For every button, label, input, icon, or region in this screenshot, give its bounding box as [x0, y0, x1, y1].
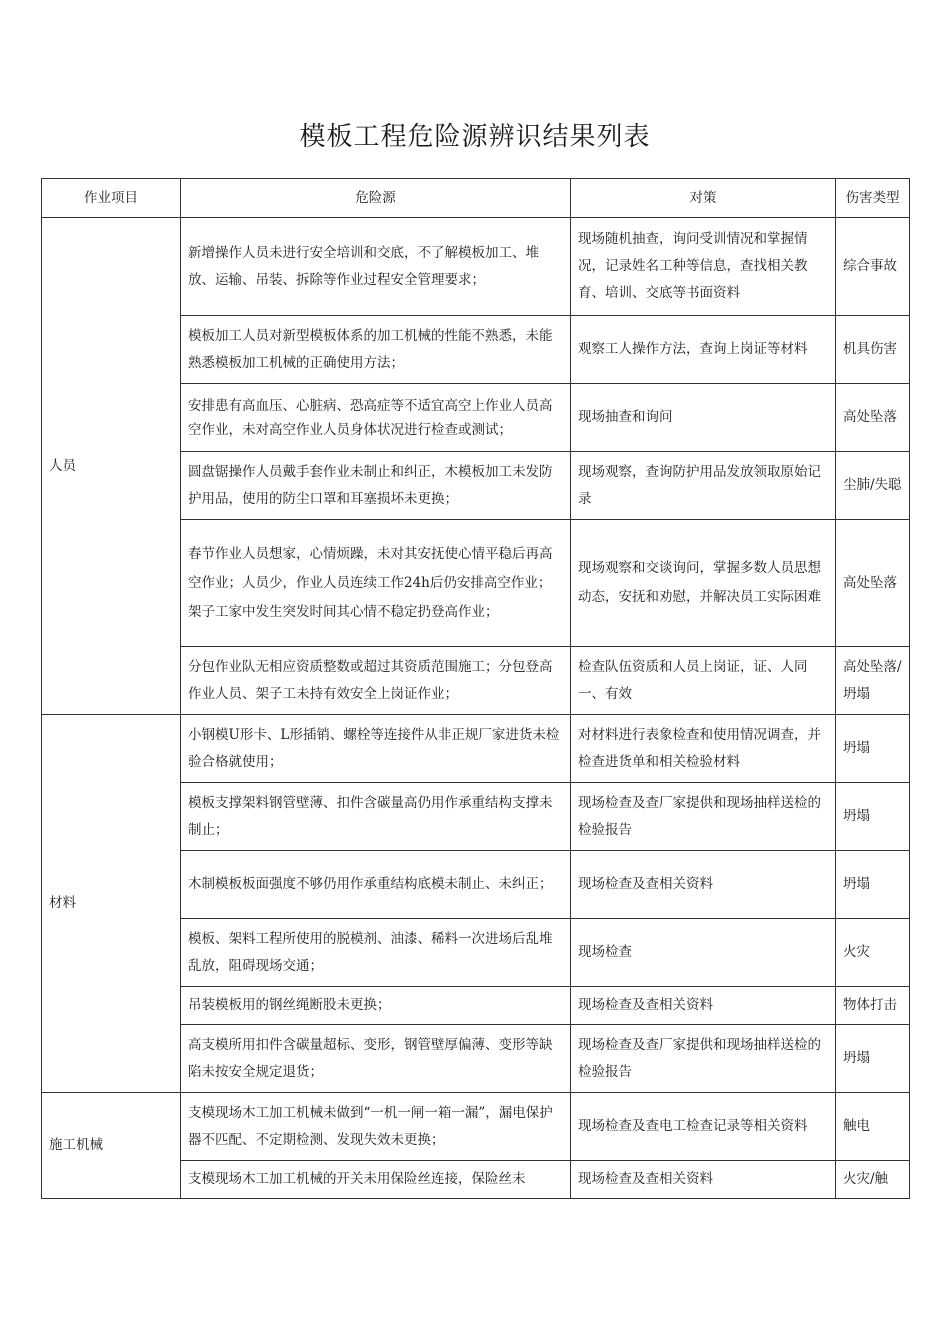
- hazard-table: [41, 178, 910, 1199]
- injury-type-cell: 坍塌: [836, 1025, 910, 1093]
- measure-cell: 现场检查: [571, 919, 836, 987]
- injury-type-cell: 火灾/触: [836, 1161, 910, 1199]
- table-header-row: [42, 179, 910, 218]
- category-cell: 材料: [42, 715, 181, 1093]
- hazard-cell: 高支模所用扣件含碳量超标、变形，钢管壁厚偏薄、变形等缺陷未按安全规定退货；: [181, 1025, 571, 1093]
- category-cell: 施工机械: [42, 1093, 181, 1199]
- hazard-cell: 支模现场木工加工机械的开关未用保险丝连接，保险丝未: [181, 1161, 571, 1199]
- table-row: [42, 1093, 910, 1161]
- injury-type-cell: 高处坠落: [836, 384, 910, 452]
- measure-cell: 现场观察和交谈询问，掌握多数人员思想动态，安抚和劝慰，并解决员工实际困难: [571, 520, 836, 647]
- header-hazard-source: 危险源: [181, 179, 571, 218]
- measure-cell: 现场随机抽查，询问受训情况和掌握情况，记录姓名工种等信息，查找相关教育、培训、交底等书面资料: [571, 218, 836, 316]
- injury-type-cell: 坍塌: [836, 783, 910, 851]
- injury-type-cell: 坍塌: [836, 715, 910, 783]
- hazard-cell: 圆盘锯操作人员戴手套作业未制止和纠正，木模板加工未发防护用品，使用的防尘口罩和耳塞损坏未更换；: [181, 452, 571, 520]
- table-row: [42, 715, 910, 783]
- hazard-cell: 春节作业人员想家，心情烦躁，未对其安抚使心情平稳后再高空作业；人员少，作业人员连续工作24h后仍安排高空作业；架子工家中发生突发时间其心情不稳定扔登高作业；: [181, 520, 571, 647]
- measure-cell: 检查队伍资质和人员上岗证，证、人同一、有效: [571, 647, 836, 715]
- category-cell: 人员: [42, 218, 181, 715]
- injury-type-cell: 高处坠落/坍塌: [836, 647, 910, 715]
- injury-type-cell: 坍塌: [836, 851, 910, 919]
- injury-type-cell: 高处坠落: [836, 520, 910, 647]
- hazard-cell: 模板支撑架料钢管壁薄、扣件含碳量高仍用作承重结构支撑未制止；: [181, 783, 571, 851]
- table-row: [42, 218, 910, 316]
- measure-cell: 现场检查及查相关资料: [571, 851, 836, 919]
- hazard-cell: 木制模板板面强度不够仍用作承重结构底模未制止、未纠正；: [181, 851, 571, 919]
- table-body: [42, 218, 910, 1199]
- measure-cell: 现场抽查和询问: [571, 384, 836, 452]
- measure-cell: 现场检查及查厂家提供和现场抽样送检的检验报告: [571, 1025, 836, 1093]
- injury-type-cell: 火灾: [836, 919, 910, 987]
- measure-cell: 对材料进行表象检查和使用情况调查，并检查进货单和相关检验材料: [571, 715, 836, 783]
- hazard-cell: 小钢模U形卡、L形插销、螺栓等连接件从非正规厂家进货未检验合格就使用；: [181, 715, 571, 783]
- measure-cell: 观察工人操作方法，查询上岗证等材料: [571, 316, 836, 384]
- hazard-cell: 新增操作人员未进行安全培训和交底，不了解模板加工、堆放、运输、吊装、拆除等作业过程安全管理要求；: [181, 218, 571, 316]
- header-injury-type: 伤害类型: [836, 179, 910, 218]
- hazard-cell: 模板、架料工程所使用的脱模剂、油漆、稀料一次进场后乱堆乱放，阻碍现场交通；: [181, 919, 571, 987]
- measure-cell: 现场观察，查询防护用品发放领取原始记录: [571, 452, 836, 520]
- page-title: 模板工程危险源辨识结果列表: [299, 122, 651, 152]
- injury-type-cell: 机具伤害: [836, 316, 910, 384]
- hazard-cell: 模板加工人员对新型模板体系的加工机械的性能不熟悉，未能熟悉模板加工机械的正确使用方法；: [181, 316, 571, 384]
- header-work-item: 作业项目: [42, 179, 181, 218]
- injury-type-cell: 尘肺/失聪: [836, 452, 910, 520]
- hazard-text: 安排患有高血压、心脏病、恐高症等不适宜高空上作业人员高空作业，未对高空作业人员身体状况进行检查或测试；: [188, 397, 553, 438]
- measure-cell: 现场检查及查厂家提供和现场抽样送检的检验报告: [571, 783, 836, 851]
- hazard-cell: [181, 384, 571, 452]
- measure-cell: 现场检查及查相关资料: [571, 987, 836, 1025]
- hazard-cell: 分包作业队无相应资质整数或超过其资质范围施工；分包登高作业人员、架子工未持有效安全上岗证作业；: [181, 647, 571, 715]
- measure-cell: 现场检查及查相关资料: [571, 1161, 836, 1199]
- hazard-cell: 吊装模板用的钢丝绳断股未更换；: [181, 987, 571, 1025]
- injury-type-cell: 综合事故: [836, 218, 910, 316]
- header-countermeasure: 对策: [571, 179, 836, 218]
- measure-cell: 现场检查及查电工检查记录等相关资料: [571, 1093, 836, 1161]
- injury-type-cell: 物体打击: [836, 987, 910, 1025]
- hazard-cell: 支模现场木工加工机械未做到“一机一闸一箱一漏”，漏电保护器不匹配、不定期检测、发现失效未更换；: [181, 1093, 571, 1161]
- injury-type-cell: 触电: [836, 1093, 910, 1161]
